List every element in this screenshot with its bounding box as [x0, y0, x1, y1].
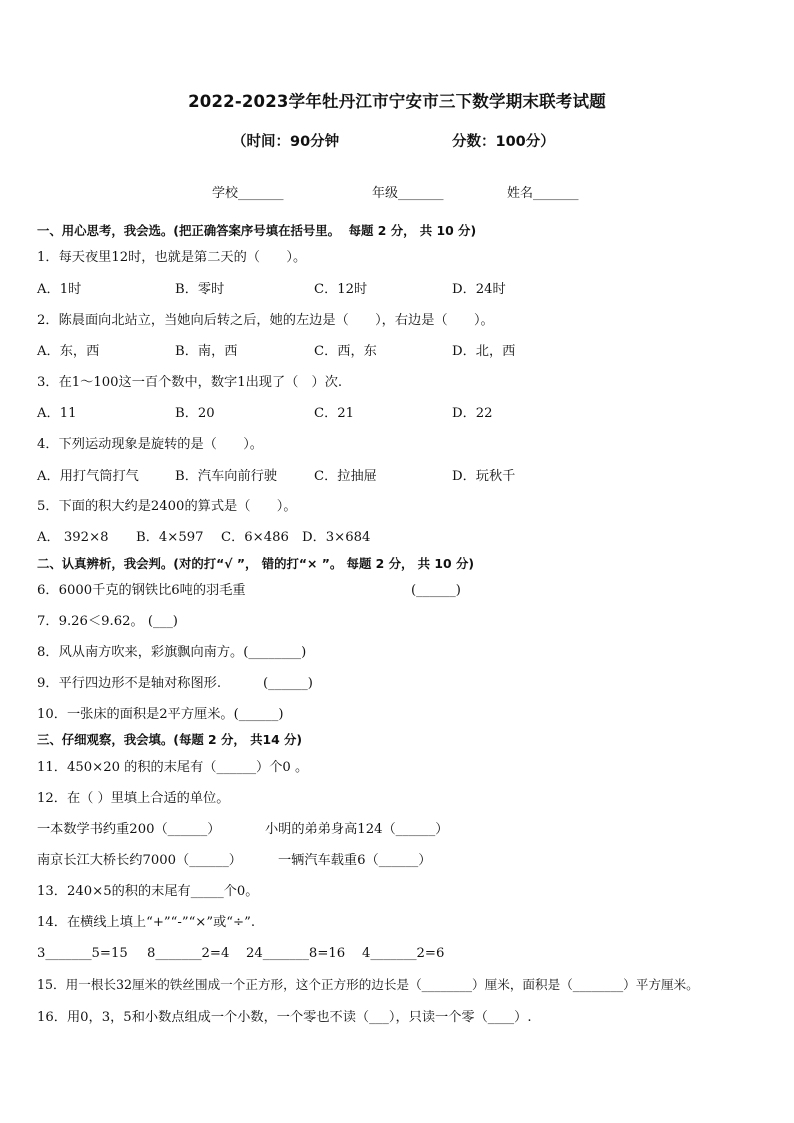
- q12-item-c: 南京长江大桥长约7000（______）: [37, 853, 242, 868]
- question-4: 4．下列运动现象是旋转的是（ ）。: [37, 437, 263, 452]
- question-14: 14．在横线上填上“+”“-”“×”或“÷”.: [37, 915, 256, 930]
- question-11: 11．450×20 的积的末尾有（______）个0 。: [37, 760, 309, 775]
- name-field: 姓名_______: [507, 186, 579, 201]
- q4-option-c: C．拉抽屉: [314, 469, 377, 484]
- q1-option-a: A．1时: [37, 282, 82, 297]
- question-1: 1．每天夜里12时，也就是第二天的（ ）。: [37, 250, 307, 265]
- exam-title: 2022-2023学年牡丹江市宁安市三下数学期末联考试题: [188, 92, 606, 111]
- question-16: 16．用0，3，5和小数点组成一个小数，一个零也不读（___），只读一个零（____）.: [37, 1010, 532, 1025]
- q6-answer-blank: (______): [411, 583, 461, 598]
- exam-score: 分数：100分）: [452, 134, 555, 150]
- q12-item-d: 一辆汽车载重6（______）: [278, 853, 432, 868]
- q5-option-c: C．6×486: [221, 530, 289, 545]
- question-2: 2．陈晨面向北站立，当她向后转之后，她的左边是（ ），右边是（ ）。: [37, 313, 494, 328]
- question-3: 3．在1～100这一百个数中，数字1出现了（ ）次.: [37, 375, 343, 390]
- q5-option-b: B．4×597: [136, 530, 204, 545]
- q12-item-b: 小明的弟弟身高124（______）: [265, 822, 449, 837]
- q2-option-d: D．北，西: [452, 344, 516, 359]
- q5-option-a: A． 392×8: [37, 530, 109, 545]
- q4-option-a: A．用打气筒打气: [37, 469, 139, 484]
- question-9: 9．平行四边形不是轴对称图形.: [37, 676, 222, 691]
- section-2-heading: 二、认真辨析，我会判。(对的打“√ ”， 错的打“× ”。 每题 2 分， 共 10 分): [37, 556, 474, 571]
- q14-item-b: 8_______2=4: [147, 946, 230, 961]
- q3-option-d: D．22: [452, 406, 493, 421]
- q2-option-c: C．西，东: [314, 344, 377, 359]
- q1-option-b: B．零时: [175, 282, 225, 297]
- q14-item-a: 3_______5=15: [37, 946, 128, 961]
- q14-item-d: 4_______2=6: [362, 946, 445, 961]
- question-5: 5．下面的积大约是2400的算式是（ ）。: [37, 499, 297, 514]
- exam-time: （时间：90分钟: [232, 134, 340, 150]
- q9-answer-blank: (______): [263, 676, 313, 691]
- q4-option-d: D．玩秋千: [452, 469, 516, 484]
- question-7: 7．9.26＜9.62。 (___): [37, 614, 178, 629]
- q2-option-b: B．南，西: [175, 344, 238, 359]
- q1-option-d: D．24时: [452, 282, 506, 297]
- q2-option-a: A．东，西: [37, 344, 100, 359]
- question-12: 12．在（ ）里填上合适的单位。: [37, 791, 230, 806]
- school-field: 学校_______: [212, 186, 284, 201]
- q3-option-c: C．21: [314, 406, 355, 421]
- q5-option-d: D．3×684: [302, 530, 371, 545]
- q1-option-c: C．12时: [314, 282, 368, 297]
- q12-item-a: 一本数学书约重200（______）: [37, 822, 221, 837]
- section-3-heading: 三、仔细观察，我会填。(每题 2 分， 共14 分): [37, 732, 303, 747]
- question-15: 15．用一根长32厘米的铁丝围成一个正方形，这个正方形的边长是（________）厘米，面积是（________）平方厘米。: [37, 977, 699, 992]
- q3-option-b: B．20: [175, 406, 215, 421]
- section-1-heading: 一、用心思考，我会选。(把正确答案序号填在括号里。 每题 2 分， 共 10 分): [37, 223, 477, 238]
- question-6: 6．6000千克的钢铁比6吨的羽毛重: [37, 583, 246, 598]
- grade-field: 年级_______: [372, 186, 444, 201]
- q4-option-b: B．汽车向前行驶: [175, 469, 278, 484]
- question-13: 13．240×5的积的末尾有_____个0。: [37, 884, 259, 899]
- question-8: 8．风从南方吹来，彩旗飘向南方。(________): [37, 645, 307, 660]
- q14-item-c: 24_______8=16: [246, 946, 346, 961]
- q3-option-a: A．11: [37, 406, 77, 421]
- question-10: 10．一张床的面积是2平方厘米。(______): [37, 707, 284, 722]
